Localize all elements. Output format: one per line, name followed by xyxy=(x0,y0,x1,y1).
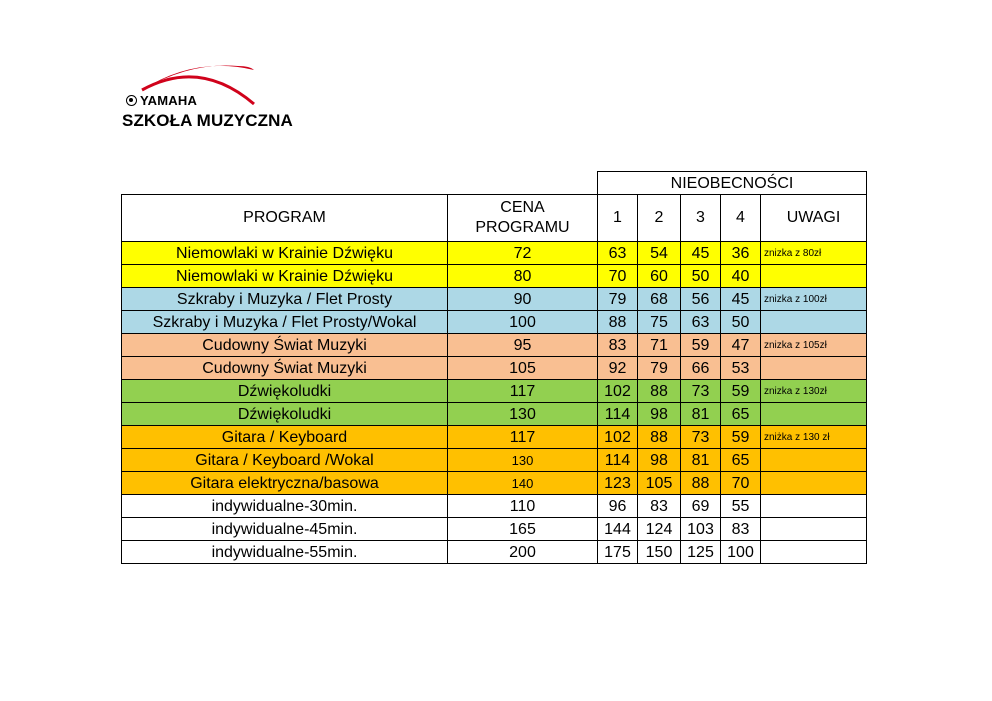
program-cell: Cudowny Świat Muzyki xyxy=(122,334,448,357)
absence-4-cell: 100 xyxy=(721,541,761,564)
absence-3-cell: 56 xyxy=(681,288,721,311)
price-cell: 130 xyxy=(448,449,598,472)
price-cell: 105 xyxy=(448,357,598,380)
price-cell: 117 xyxy=(448,380,598,403)
absence-3-cell: 73 xyxy=(681,426,721,449)
table-row xyxy=(122,288,867,311)
header-row-top xyxy=(122,172,867,195)
program-cell: indywidualne-55min. xyxy=(122,541,448,564)
absence-3-header: 3 xyxy=(681,195,721,242)
program-cell: Szkraby i Muzyka / Flet Prosty xyxy=(122,288,448,311)
absence-2-cell: 98 xyxy=(638,449,681,472)
price-cell: 100 xyxy=(448,311,598,334)
program-cell: Gitara elektryczna/basowa xyxy=(122,472,448,495)
absence-1-header: 1 xyxy=(598,195,638,242)
note-cell: znizka z 100zł xyxy=(761,288,867,311)
absence-3-cell: 88 xyxy=(681,472,721,495)
absence-4-cell: 65 xyxy=(721,449,761,472)
header-row-main xyxy=(122,195,867,242)
note-cell: zniżka z 130 zł xyxy=(761,426,867,449)
price-cell: 165 xyxy=(448,518,598,541)
table-row xyxy=(122,541,867,564)
table-row xyxy=(122,334,867,357)
absence-2-cell: 71 xyxy=(638,334,681,357)
program-cell: indywidualne-45min. xyxy=(122,518,448,541)
program-cell: Niemowlaki w Krainie Dźwięku xyxy=(122,265,448,288)
absence-2-cell: 54 xyxy=(638,242,681,265)
absence-2-cell: 88 xyxy=(638,380,681,403)
absence-2-cell: 88 xyxy=(638,426,681,449)
absence-1-cell: 114 xyxy=(598,403,638,426)
absence-1-cell: 96 xyxy=(598,495,638,518)
program-cell: Gitara / Keyboard xyxy=(122,426,448,449)
price-cell: 110 xyxy=(448,495,598,518)
absence-2-cell: 98 xyxy=(638,403,681,426)
absence-1-cell: 88 xyxy=(598,311,638,334)
absence-3-cell: 81 xyxy=(681,449,721,472)
table-row xyxy=(122,403,867,426)
note-cell xyxy=(761,541,867,564)
absence-3-cell: 69 xyxy=(681,495,721,518)
absence-2-cell: 105 xyxy=(638,472,681,495)
notes-column-header: UWAGI xyxy=(761,195,867,242)
note-cell xyxy=(761,265,867,288)
absence-4-cell: 50 xyxy=(721,311,761,334)
note-cell: znizka z 80zł xyxy=(761,242,867,265)
price-cell: 117 xyxy=(448,426,598,449)
absence-4-cell: 55 xyxy=(721,495,761,518)
absence-1-cell: 83 xyxy=(598,334,638,357)
absence-1-cell: 123 xyxy=(598,472,638,495)
absence-1-cell: 175 xyxy=(598,541,638,564)
absence-2-cell: 60 xyxy=(638,265,681,288)
program-cell: indywidualne-30min. xyxy=(122,495,448,518)
price-header-line1: CENA xyxy=(500,199,545,216)
table-row xyxy=(122,426,867,449)
table-row xyxy=(122,518,867,541)
program-cell: Szkraby i Muzyka / Flet Prosty/Wokal xyxy=(122,311,448,334)
absence-4-header: 4 xyxy=(721,195,761,242)
note-cell xyxy=(761,449,867,472)
note-cell xyxy=(761,495,867,518)
price-cell: 130 xyxy=(448,403,598,426)
absence-1-cell: 102 xyxy=(598,380,638,403)
absence-2-cell: 124 xyxy=(638,518,681,541)
table-row xyxy=(122,472,867,495)
absence-1-cell: 70 xyxy=(598,265,638,288)
table-row xyxy=(122,495,867,518)
price-cell: 80 xyxy=(448,265,598,288)
note-cell xyxy=(761,518,867,541)
absence-1-cell: 144 xyxy=(598,518,638,541)
brand-name xyxy=(126,93,197,108)
absence-3-cell: 45 xyxy=(681,242,721,265)
price-cell: 140 xyxy=(448,472,598,495)
price-cell: 72 xyxy=(448,242,598,265)
program-cell: Dźwiękoludki xyxy=(122,380,448,403)
price-cell: 200 xyxy=(448,541,598,564)
price-table xyxy=(121,171,867,564)
absence-1-cell: 92 xyxy=(598,357,638,380)
absence-4-cell: 47 xyxy=(721,334,761,357)
brand-text: YAMAHA xyxy=(140,93,198,108)
absence-1-cell: 79 xyxy=(598,288,638,311)
absence-2-header: 2 xyxy=(638,195,681,242)
absence-2-cell: 83 xyxy=(638,495,681,518)
absence-1-cell: 102 xyxy=(598,426,638,449)
note-cell xyxy=(761,403,867,426)
absence-2-cell: 79 xyxy=(638,357,681,380)
table-row xyxy=(122,449,867,472)
absence-2-cell: 75 xyxy=(638,311,681,334)
absence-3-cell: 81 xyxy=(681,403,721,426)
absence-4-cell: 40 xyxy=(721,265,761,288)
program-cell: Gitara / Keyboard /Wokal xyxy=(122,449,448,472)
table-row xyxy=(122,380,867,403)
absence-1-cell: 114 xyxy=(598,449,638,472)
table-row xyxy=(122,242,867,265)
absence-4-cell: 70 xyxy=(721,472,761,495)
absence-4-cell: 36 xyxy=(721,242,761,265)
price-cell: 95 xyxy=(448,334,598,357)
program-column-header: PROGRAM xyxy=(122,195,448,242)
absence-3-cell: 63 xyxy=(681,311,721,334)
absence-4-cell: 59 xyxy=(721,426,761,449)
absence-4-cell: 45 xyxy=(721,288,761,311)
absence-3-cell: 125 xyxy=(681,541,721,564)
table-row xyxy=(122,311,867,334)
program-cell: Niemowlaki w Krainie Dźwięku xyxy=(122,242,448,265)
price-header-line2: PROGRAMU xyxy=(475,219,570,236)
absence-3-cell: 50 xyxy=(681,265,721,288)
program-cell: Dźwiękoludki xyxy=(122,403,448,426)
absence-4-cell: 53 xyxy=(721,357,761,380)
absence-2-cell: 68 xyxy=(638,288,681,311)
absence-4-cell: 83 xyxy=(721,518,761,541)
note-cell: znizka z 130zł xyxy=(761,380,867,403)
table-row xyxy=(122,357,867,380)
absence-3-cell: 59 xyxy=(681,334,721,357)
absence-4-cell: 65 xyxy=(721,403,761,426)
note-cell xyxy=(761,357,867,380)
table-row xyxy=(122,265,867,288)
absence-1-cell: 63 xyxy=(598,242,638,265)
absence-3-cell: 66 xyxy=(681,357,721,380)
absence-3-cell: 73 xyxy=(681,380,721,403)
price-column-header xyxy=(448,195,598,242)
note-cell xyxy=(761,472,867,495)
absence-3-cell: 103 xyxy=(681,518,721,541)
price-cell: 90 xyxy=(448,288,598,311)
tuning-fork-emblem-icon xyxy=(126,95,137,106)
absences-header: NIEOBECNOŚCI xyxy=(598,172,867,195)
program-cell: Cudowny Świat Muzyki xyxy=(122,357,448,380)
school-name: SZKOŁA MUZYCZNA xyxy=(122,111,293,130)
school-logo xyxy=(120,64,310,144)
absence-2-cell: 150 xyxy=(638,541,681,564)
note-cell: znizka z 105zł xyxy=(761,334,867,357)
absence-4-cell: 59 xyxy=(721,380,761,403)
note-cell xyxy=(761,311,867,334)
